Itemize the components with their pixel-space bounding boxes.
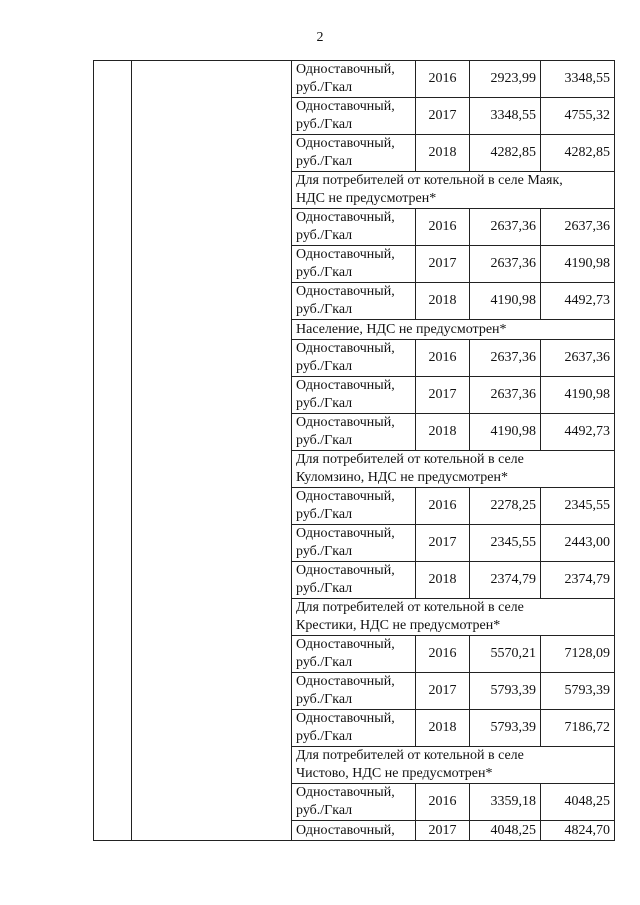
blank-column-b [132, 61, 292, 841]
section-header-line1: Для потребителей от котельной в селе [296, 748, 524, 763]
section-header-line2: Крестики, НДС не предусмотрен* [296, 618, 501, 633]
tariff-value-second-half: 4824,70 [541, 821, 615, 841]
tariff-value-second-half: 2374,79 [541, 562, 615, 599]
tariff-value-second-half: 2443,00 [541, 525, 615, 562]
tariff-type-cell [292, 283, 416, 320]
year-cell: 2016 [416, 61, 470, 98]
tariff-value-first-half: 2278,25 [470, 488, 541, 525]
tariff-type-cell [292, 135, 416, 172]
year-cell: 2017 [416, 821, 470, 841]
tariff-type-line2: руб./Гкал [296, 228, 353, 243]
tariff-value-first-half: 2374,79 [470, 562, 541, 599]
section-header-line2: НДС не предусмотрен* [296, 191, 437, 206]
tariff-type-line2: руб./Гкал [296, 729, 353, 744]
tariff-value-second-half: 4190,98 [541, 246, 615, 283]
tariff-value-first-half: 4282,85 [470, 135, 541, 172]
tariff-type-line1: Одноставочный, [296, 489, 395, 504]
tariff-value-second-half: 7128,09 [541, 636, 615, 673]
section-header-line2: Чистово, НДС не предусмотрен* [296, 766, 493, 781]
tariff-value-first-half: 5570,21 [470, 636, 541, 673]
tariff-type-cell [292, 562, 416, 599]
tariff-type-cell [292, 673, 416, 710]
tariff-type-line1: Одноставочный, [296, 637, 395, 652]
year-cell: 2016 [416, 784, 470, 821]
tariff-type-line1: Одноставочный, [296, 822, 395, 838]
tariff-value-first-half: 3359,18 [470, 784, 541, 821]
tariff-row [94, 61, 615, 98]
tariff-value-second-half: 4492,73 [541, 414, 615, 451]
tariff-value-first-half: 5793,39 [470, 710, 541, 747]
year-cell: 2018 [416, 135, 470, 172]
tariff-type-line2: руб./Гкал [296, 117, 353, 132]
tariff-value-first-half: 4190,98 [470, 283, 541, 320]
tariff-type-cell [292, 525, 416, 562]
section-header-line1: Для потребителей от котельной в селе [296, 600, 524, 615]
section-header-cell [292, 747, 615, 784]
tariff-value-second-half: 4190,98 [541, 377, 615, 414]
tariff-value-second-half: 2345,55 [541, 488, 615, 525]
year-cell: 2016 [416, 636, 470, 673]
tariff-type-line2: руб./Гкал [296, 507, 353, 522]
tariff-type-line2: руб./Гкал [296, 544, 353, 559]
tariff-type-cell [292, 710, 416, 747]
section-header-cell [292, 172, 615, 209]
tariff-type-line1: Одноставочный, [296, 136, 395, 151]
tariff-type-line1: Одноставочный, [296, 247, 395, 262]
tariff-type-cell [292, 61, 416, 98]
tariff-value-first-half: 2637,36 [470, 340, 541, 377]
tariff-value-second-half: 4755,32 [541, 98, 615, 135]
tariff-type-cell [292, 784, 416, 821]
tariff-table [93, 60, 615, 841]
tariff-type-cell [292, 377, 416, 414]
page-number: 2 [316, 30, 324, 45]
tariff-value-first-half: 5793,39 [470, 673, 541, 710]
tariff-type-line2: руб./Гкал [296, 154, 353, 169]
tariff-type-line1: Одноставочный, [296, 785, 395, 800]
tariff-type-line1: Одноставочный, [296, 563, 395, 578]
tariff-value-second-half: 2637,36 [541, 209, 615, 246]
tariff-type-cell [292, 821, 416, 841]
section-header-line2: Куломзино, НДС не предусмотрен* [296, 470, 508, 485]
blank-column-a [94, 61, 132, 841]
section-header-cell [292, 599, 615, 636]
tariff-type-cell [292, 488, 416, 525]
tariff-type-line2: руб./Гкал [296, 692, 353, 707]
year-cell: 2017 [416, 673, 470, 710]
year-cell: 2017 [416, 377, 470, 414]
tariff-type-line2: руб./Гкал [296, 655, 353, 670]
section-header-line1: Для потребителей от котельной в селе [296, 452, 524, 467]
section-header-line1: Для потребителей от котельной в селе Маяк, [296, 173, 563, 188]
tariff-type-line1: Одноставочный, [296, 210, 395, 225]
tariff-type-cell [292, 636, 416, 673]
tariff-table-body [94, 61, 615, 841]
tariff-value-first-half: 2923,99 [470, 61, 541, 98]
tariff-type-line1: Одноставочный, [296, 378, 395, 393]
tariff-type-line1: Одноставочный, [296, 526, 395, 541]
tariff-type-cell [292, 340, 416, 377]
tariff-type-line2: руб./Гкал [296, 80, 353, 95]
year-cell: 2017 [416, 98, 470, 135]
tariff-value-first-half: 4190,98 [470, 414, 541, 451]
tariff-type-line2: руб./Гкал [296, 803, 353, 818]
tariff-value-second-half: 5793,39 [541, 673, 615, 710]
year-cell: 2017 [416, 246, 470, 283]
tariff-value-first-half: 2637,36 [470, 209, 541, 246]
tariff-value-second-half: 4282,85 [541, 135, 615, 172]
tariff-type-line2: руб./Гкал [296, 581, 353, 596]
tariff-type-line1: Одноставочный, [296, 415, 395, 430]
tariff-type-line2: руб./Гкал [296, 433, 353, 448]
year-cell: 2016 [416, 488, 470, 525]
tariff-value-second-half: 2637,36 [541, 340, 615, 377]
tariff-type-cell [292, 98, 416, 135]
tariff-type-line1: Одноставочный, [296, 341, 395, 356]
section-header-cell [292, 451, 615, 488]
tariff-value-second-half: 3348,55 [541, 61, 615, 98]
tariff-type-line2: руб./Гкал [296, 359, 353, 374]
section-header-cell [292, 320, 615, 340]
section-header-line1: Население, НДС не предусмотрен* [296, 321, 507, 337]
tariff-type-line1: Одноставочный, [296, 284, 395, 299]
tariff-type-line2: руб./Гкал [296, 396, 353, 411]
year-cell: 2018 [416, 562, 470, 599]
tariff-type-cell [292, 209, 416, 246]
year-cell: 2018 [416, 710, 470, 747]
tariff-value-second-half: 4492,73 [541, 283, 615, 320]
tariff-value-second-half: 7186,72 [541, 710, 615, 747]
year-cell: 2018 [416, 414, 470, 451]
year-cell: 2016 [416, 209, 470, 246]
year-cell: 2017 [416, 525, 470, 562]
tariff-type-line1: Одноставочный, [296, 99, 395, 114]
tariff-type-cell [292, 246, 416, 283]
tariff-type-line1: Одноставочный, [296, 711, 395, 726]
tariff-value-first-half: 2637,36 [470, 377, 541, 414]
tariff-type-line2: руб./Гкал [296, 302, 353, 317]
tariff-value-second-half: 4048,25 [541, 784, 615, 821]
tariff-value-first-half: 4048,25 [470, 821, 541, 841]
year-cell: 2018 [416, 283, 470, 320]
tariff-value-first-half: 2637,36 [470, 246, 541, 283]
tariff-value-first-half: 2345,55 [470, 525, 541, 562]
tariff-type-line1: Одноставочный, [296, 674, 395, 689]
tariff-value-first-half: 3348,55 [470, 98, 541, 135]
tariff-type-cell [292, 414, 416, 451]
year-cell: 2016 [416, 340, 470, 377]
tariff-type-line1: Одноставочный, [296, 62, 395, 77]
tariff-type-line2: руб./Гкал [296, 265, 353, 280]
